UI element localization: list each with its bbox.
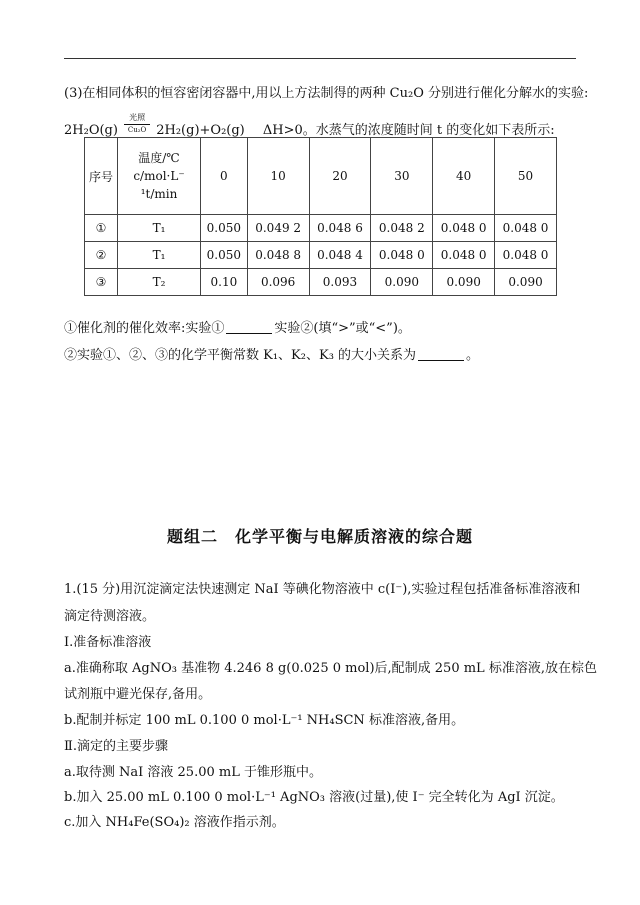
step-line: 试剂瓶中避光保存,备用。: [64, 687, 212, 702]
reaction-equation: [64, 113, 555, 138]
table-row: ② T₁ 0.050 0.048 8 0.048 4 0.048 0 0.048 0 0.048 0: [85, 242, 557, 269]
step-line: b.加入 25.00 mL 0.100 0 mol·L⁻¹ AgNO₃ 溶液(过量),使 I⁻ 完全转化为 AgI 沉淀。: [64, 790, 564, 805]
part-title: Ⅰ.准备标准溶液: [64, 635, 152, 650]
equation-rhs: 2H₂(g)+O₂(g): [156, 123, 245, 138]
reaction-arrow: [124, 113, 150, 134]
header-time: 40: [433, 138, 495, 215]
table-row: ③ T₂ 0.10 0.096 0.093 0.090 0.090 0.090: [85, 269, 557, 296]
header-time: 0: [201, 138, 248, 215]
header-corner: 温度/℃ c/mol·L⁻ ¹t/min: [118, 138, 201, 215]
table-row: ① T₁ 0.050 0.049 2 0.048 6 0.048 2 0.048 0 0.048 0: [85, 215, 557, 242]
table-header-row: [85, 138, 557, 215]
question-1: ①催化剂的催化效率:实验① 实验②(填“>”或“<”)。: [64, 321, 411, 336]
part-title: Ⅱ.滴定的主要步骤: [64, 739, 168, 754]
header-time: 30: [371, 138, 433, 215]
section-title: 题组二 化学平衡与电解质溶液的综合题: [166, 527, 473, 546]
arrow-condition: 光照: [129, 113, 146, 122]
question-2: ②实验①、②、③的化学平衡常数 K₁、K₂、K₃ 的大小关系为 。: [64, 348, 480, 363]
problem-line: 滴定待测溶液。: [64, 609, 156, 624]
arrow-catalyst: Cu₂O: [127, 126, 147, 134]
step-line: b.配制并标定 100 mL 0.100 0 mol·L⁻¹ NH₄SCN 标准溶液,备用。: [64, 713, 465, 728]
answer-blank[interactable]: [418, 348, 464, 361]
header-no: 序号: [85, 138, 118, 215]
step-line: c.加入 NH₄Fe(SO₄)₂ 溶液作指示剂。: [64, 815, 285, 830]
header-rule: [64, 58, 576, 59]
step-line: a.取待测 NaI 溶液 25.00 mL 于锥形瓶中。: [64, 765, 322, 780]
step-line: a.准确称取 AgNO₃ 基准物 4.246 8 g(0.025 0 mol)后,配制成 250 mL 标准溶液,放在棕色: [64, 661, 597, 676]
header-time: 20: [309, 138, 371, 215]
concentration-table: [84, 137, 557, 296]
equation-dh: ΔH>0。水蒸气的浓度随时间 t 的变化如下表所示:: [262, 123, 555, 138]
header-time: 50: [495, 138, 557, 215]
header-time: 10: [247, 138, 309, 215]
answer-blank[interactable]: [226, 321, 272, 334]
question-intro: (3)在相同体积的恒容密闭容器中,用以上方法制得的两种 Cu₂O 分别进行催化分解水的实验:: [64, 86, 589, 101]
problem-line: 1.(15 分)用沉淀滴定法快速测定 NaI 等碘化物溶液中 c(I⁻),实验过程包括准备标准溶液和: [64, 582, 581, 597]
equation-lhs: 2H₂O(g): [64, 123, 118, 138]
